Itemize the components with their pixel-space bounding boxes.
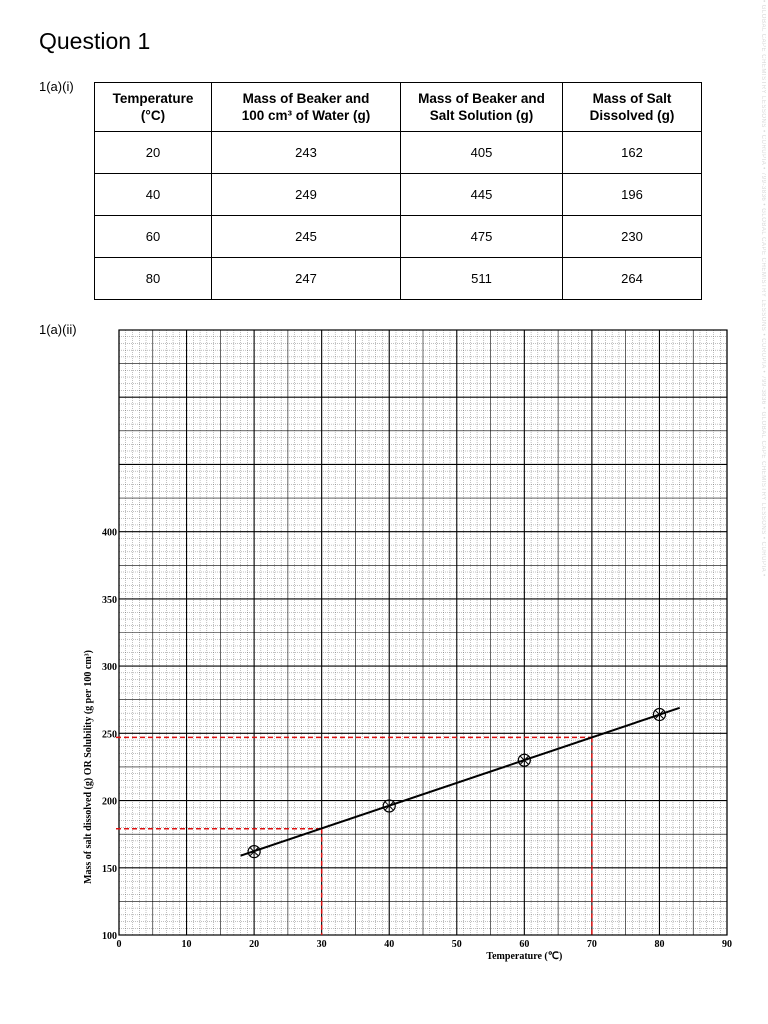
y-tick-label: 150 — [102, 863, 117, 875]
tick-labels — [102, 528, 732, 950]
best-fit-line — [241, 708, 680, 856]
x-tick-label: 10 — [181, 939, 192, 950]
table-cell: 20 — [95, 132, 212, 174]
table-cell: 249 — [212, 174, 401, 216]
table-cell: 40 — [95, 174, 212, 216]
header-temperature: Temperature (°C) — [95, 83, 212, 132]
header-beaker-solution: Mass of Beaker and Salt Solution (g) — [401, 83, 563, 132]
y-tick-label: 400 — [102, 527, 117, 539]
header-beaker-water: Mass of Beaker and 100 cm³ of Water (g) — [212, 83, 401, 132]
y-tick-label: 250 — [102, 729, 117, 741]
part-i-label: 1(a)(i) — [39, 79, 74, 94]
x-tick-label: 50 — [451, 939, 462, 950]
page-title: Question 1 — [39, 28, 151, 54]
table-cell: 245 — [212, 216, 401, 258]
header-salt-dissolved: Mass of Salt Dissolved (g) — [563, 83, 702, 132]
y-axis-label: Mass of salt dissolved (g) OR Solubility (g per 100 cm³) — [83, 649, 94, 884]
x-tick-label: 80 — [654, 939, 665, 950]
watermark: • GLOBAL CAPE CHEMISTRY LESSONS • CURUPIA • 799-3836 • GLOBAL CAPE CHEMISTRY LESSONS • CURUPIA • 799-3836 • GLOBAL CAPE CHEMISTRY LESSONS • CURUPIA • — [760, 0, 766, 577]
table-cell: 196 — [563, 174, 702, 216]
part-ii-label: 1(a)(ii) — [39, 322, 77, 337]
table-cell: 475 — [401, 216, 563, 258]
x-tick-label: 90 — [722, 939, 732, 950]
table-cell: 243 — [212, 132, 401, 174]
x-tick-label: 20 — [249, 939, 260, 950]
table-cell: 162 — [563, 132, 702, 174]
y-tick-label: 200 — [102, 796, 117, 808]
x-tick-label: 60 — [519, 939, 530, 950]
y-tick-label: 300 — [102, 662, 117, 674]
grid — [119, 330, 727, 935]
table-cell: 247 — [212, 258, 401, 300]
table-cell: 445 — [401, 174, 563, 216]
x-axis-label: Temperature (℃) — [486, 951, 563, 962]
table-cell: 80 — [95, 258, 212, 300]
table-cell: 511 — [401, 258, 563, 300]
table-cell: 264 — [563, 258, 702, 300]
best-fit-line-group — [241, 708, 680, 856]
x-tick-label: 30 — [316, 939, 327, 950]
x-tick-label: 70 — [586, 939, 597, 950]
table-cell: 405 — [401, 132, 563, 174]
x-tick-label: 0 — [116, 939, 122, 950]
y-tick-label: 100 — [102, 931, 117, 942]
table-cell: 60 — [95, 216, 212, 258]
table-cell: 230 — [563, 216, 702, 258]
y-tick-label: 350 — [102, 594, 117, 606]
x-tick-label: 40 — [384, 939, 395, 950]
